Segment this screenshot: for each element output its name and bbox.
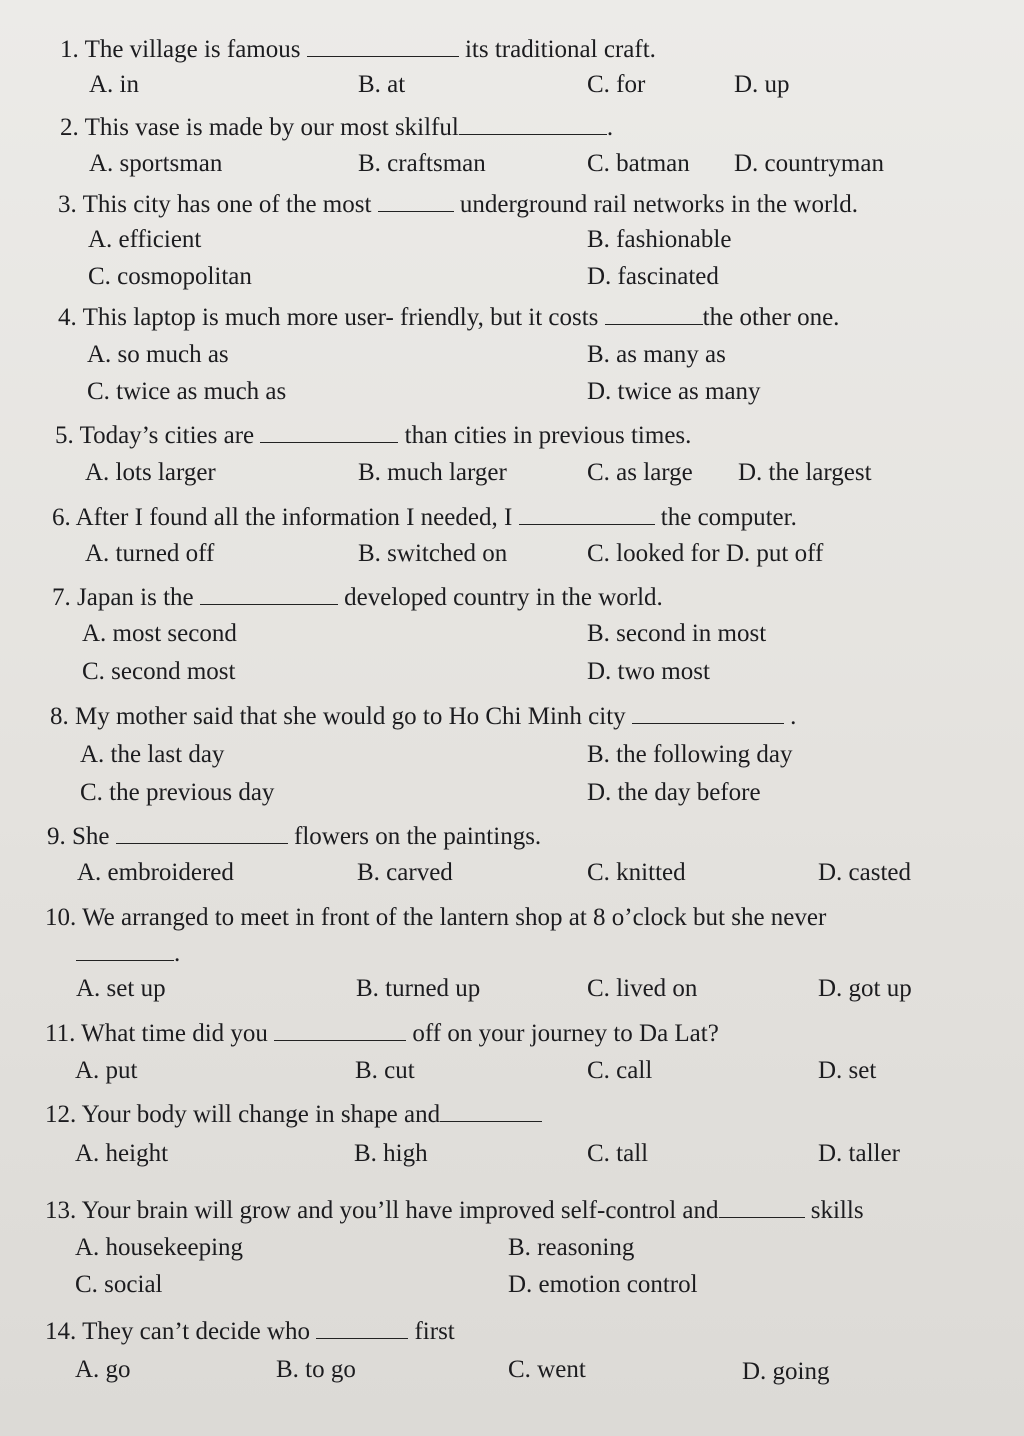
question-text: off on your journey to Da Lat? (412, 1020, 719, 1047)
question-text: skills (810, 1197, 864, 1224)
answer-blank[interactable] (605, 302, 703, 325)
option-d[interactable]: D. fascinated (587, 263, 719, 290)
option-b[interactable]: B. carved (357, 859, 453, 886)
option-c[interactable]: C. cosmopolitan (88, 263, 252, 290)
option-a[interactable]: A. put (75, 1057, 138, 1084)
question-text: underground rail networks in the world. (459, 191, 858, 218)
option-c-d[interactable]: C. looked for D. put off (587, 540, 824, 567)
question-4 (58, 302, 839, 333)
question-1 (60, 34, 656, 65)
option-d[interactable]: D. two most (587, 658, 710, 685)
answer-blank[interactable] (260, 420, 398, 443)
option-c[interactable]: C. for (587, 71, 646, 98)
question-text: its traditional craft. (464, 36, 656, 63)
option-d[interactable]: D. casted (818, 859, 912, 886)
question-11 (45, 1018, 719, 1049)
option-d[interactable]: D. the day before (587, 779, 761, 806)
question-text: first (414, 1318, 455, 1345)
question-number: 13. (45, 1197, 77, 1224)
option-a[interactable]: A. so much as (87, 341, 229, 368)
option-d[interactable]: D. going (742, 1358, 830, 1385)
option-c[interactable]: C. second most (82, 658, 236, 685)
question-text: This laptop is much more user- friendly, but it costs (82, 304, 599, 331)
option-a[interactable]: A. lots larger (85, 459, 216, 486)
option-c[interactable]: C. lived on (587, 975, 698, 1002)
option-a[interactable]: A. embroidered (77, 859, 234, 886)
answer-blank[interactable] (200, 582, 338, 605)
option-d[interactable]: D. got up (818, 975, 912, 1002)
answer-blank[interactable] (274, 1018, 406, 1041)
option-c[interactable]: C. batman (587, 150, 690, 177)
option-d[interactable]: D. emotion control (508, 1271, 698, 1298)
option-c[interactable]: C. went (508, 1356, 586, 1383)
answer-blank[interactable] (378, 189, 454, 212)
option-d[interactable]: D. twice as many (587, 378, 761, 405)
question-number: 9. (47, 823, 66, 850)
question-number: 14. (45, 1318, 77, 1345)
answer-blank[interactable] (440, 1099, 542, 1122)
option-d[interactable]: D. taller (818, 1140, 900, 1167)
answer-blank[interactable] (519, 502, 655, 525)
option-c[interactable]: C. twice as much as (87, 378, 287, 405)
option-a[interactable]: A. go (75, 1356, 131, 1383)
question-text: Today’s cities are (79, 422, 255, 449)
answer-blank[interactable] (316, 1316, 408, 1339)
option-d[interactable]: D. set (818, 1057, 877, 1084)
question-text: The village is famous (84, 36, 301, 63)
option-b[interactable]: B. fashionable (587, 226, 732, 253)
question-5 (55, 420, 691, 451)
question-14 (45, 1316, 455, 1347)
question-text: This vase is made by our most skilful (84, 114, 459, 141)
question-number: 8. (50, 703, 69, 730)
option-a[interactable]: A. housekeeping (75, 1234, 244, 1261)
question-text: Japan is the (77, 584, 194, 611)
question-9 (47, 821, 541, 852)
option-b[interactable]: B. at (358, 71, 406, 98)
question-number: 11. (45, 1020, 76, 1047)
option-a[interactable]: A. set up (76, 975, 166, 1002)
question-12 (45, 1099, 542, 1130)
option-b[interactable]: B. cut (355, 1057, 415, 1084)
option-c[interactable]: C. as large (587, 459, 693, 486)
option-c[interactable]: C. knitted (587, 859, 686, 886)
question-number: 10. (45, 904, 77, 931)
option-b[interactable]: B. reasoning (508, 1234, 635, 1261)
question-13 (45, 1195, 864, 1226)
question-text: the computer. (660, 504, 797, 531)
question-text: We arranged to meet in front of the lantern shop at 8 o’clock but she never (82, 904, 827, 931)
option-b[interactable]: B. switched on (358, 540, 508, 567)
question-text: After I found all the information I needed, I (75, 504, 513, 531)
option-b[interactable]: B. as many as (587, 341, 726, 368)
question-text: Your brain will grow and you’ll have improved self-control and (81, 1197, 719, 1224)
option-b[interactable]: B. turned up (356, 975, 481, 1002)
option-b[interactable]: B. the following day (587, 741, 793, 768)
question-text: My mother said that she would go to Ho Chi Minh city (75, 703, 626, 730)
option-b[interactable]: B. high (354, 1140, 428, 1167)
question-8 (50, 701, 796, 732)
answer-blank[interactable] (116, 821, 288, 844)
question-number: 6. (52, 504, 71, 531)
question-text: Your body will change in shape and (81, 1101, 441, 1128)
answer-blank[interactable] (76, 938, 174, 961)
question-10 (45, 903, 826, 933)
question-10-blank-line (76, 938, 180, 969)
answer-blank[interactable] (719, 1195, 805, 1218)
option-c[interactable]: C. the previous day (80, 779, 275, 806)
question-2 (60, 112, 613, 143)
option-d[interactable]: D. the largest (738, 459, 872, 486)
answer-blank[interactable] (307, 34, 459, 57)
answer-blank[interactable] (632, 701, 784, 724)
question-text: developed country in the world. (344, 584, 663, 611)
option-b[interactable]: B. craftsman (358, 150, 486, 177)
question-6 (52, 502, 797, 533)
question-number: 2. (60, 114, 79, 141)
option-a[interactable]: A. efficient (88, 226, 202, 253)
question-text: They can’t decide who (82, 1318, 310, 1345)
question-number: 4. (58, 304, 77, 331)
option-a[interactable]: A. most second (82, 620, 237, 647)
option-b[interactable]: B. to go (276, 1356, 356, 1383)
question-text: . (174, 940, 181, 967)
question-text: . (606, 114, 614, 141)
option-d[interactable]: D. countryman (734, 150, 884, 177)
option-c[interactable]: C. tall (587, 1140, 649, 1167)
question-number: 7. (52, 584, 71, 611)
question-number: 3. (58, 191, 77, 218)
answer-blank[interactable] (459, 112, 607, 135)
question-text: than cities in previous times. (404, 422, 692, 449)
question-number: 5. (55, 422, 74, 449)
question-text: She (72, 823, 110, 850)
question-text: This city has one of the most (82, 191, 372, 218)
option-c[interactable]: C. social (75, 1271, 163, 1298)
question-text: . (790, 703, 797, 730)
question-number: 12. (45, 1101, 77, 1128)
option-a[interactable]: A. sportsman (89, 150, 223, 177)
option-a[interactable]: A. the last day (80, 741, 225, 768)
option-b[interactable]: B. second in most (587, 620, 767, 647)
option-d[interactable]: D. up (734, 71, 790, 98)
option-c[interactable]: C. call (587, 1057, 653, 1084)
option-b[interactable]: B. much larger (358, 459, 507, 486)
question-text: What time did you (81, 1020, 268, 1047)
question-text: the other one. (702, 304, 840, 331)
question-text: flowers on the paintings. (294, 823, 542, 850)
question-3 (58, 189, 858, 220)
option-a[interactable]: A. height (75, 1140, 169, 1167)
option-a[interactable]: A. turned off (85, 540, 215, 567)
question-number: 1. (60, 36, 79, 63)
question-7 (52, 582, 663, 613)
option-a[interactable]: A. in (89, 71, 139, 98)
